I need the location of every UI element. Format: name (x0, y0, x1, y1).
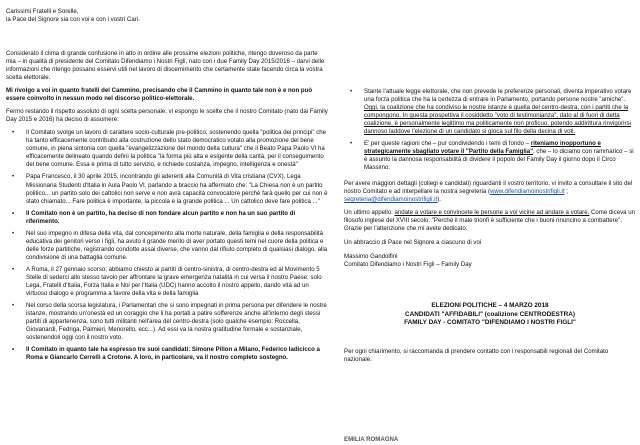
appeal-quote: Come diceva un filosofo inglese del XVIII secolo: "Perché il male trionfi è sufficiente che i buoni rinuncino a combattere". Grazie per l'attenzione che mi avete dedicato. (344, 209, 636, 233)
candidates-header (344, 302, 636, 328)
list-item: • Nel suo impegno in difesa della vita, dal concepimento alla morte naturale, della famiglia e della responsabilità educativa dei genitori verso i figli, ha avuto il grande merito di aver portato questi temi nel cuore della politica e delle forze partitiche, registrando condotte assai diverse, che vanno dal rifiuto completo di qualsiasi dialogo, alla condivisione di una battaglia comune. (26, 230, 328, 262)
right-column (344, 88, 636, 274)
committee-title: FAMILY DAY - COMITATO "DIFENDIAMO I NOSTRI FIGLI" (404, 319, 576, 327)
greeting-line-2: la Pace del Signore sia con voi e con i vostri Cari. (6, 16, 140, 24)
contact-text: Per avere maggiori dettagli (collegi e candidati) riguardanti il vostro territorio, vi invito a consultare il sito del nostro Comitato e ad interpellare la nostra segreteria ( (344, 180, 633, 196)
choices-intro: Fermo restando il rispetto assoluto di ogni scelta personale, vi espongo le scelte che il nostro Comitato (nato dai Family Day 2015 e 2016) ha deciso di assumere: (6, 108, 328, 124)
list-item: • A Roma, il 27 gennaio scorso, abbiamo chiesto ai partiti di centro-sinistra, di centro-destra ed al Movimento 5 Stelle di sederci allo stesso tavolo per affrontare la grave emergenza natalità in cui versa il nostro Paese: solo Lega, Fratelli d'Italia, Forza Italia e Noi per l'Italia (UDC) hanno accolto il nostro appello, dando vita ad un virtuoso dialogo e programma a favore della vita e della famiglia (26, 266, 328, 298)
vote-appeal: andate a votare e convincete le persone a voi vicine ad andare a votare. (394, 209, 590, 217)
choices-list (6, 129, 328, 362)
appeal-paragraph (344, 209, 636, 233)
election-title: ELEZIONI POLITICHE – 4 MARZO 2018 (431, 302, 549, 309)
candidates-subtitle: CANDIDATI "AFFIDABILI" (coalizione CENTRODESTRA) (405, 310, 575, 318)
left-column (6, 8, 328, 366)
reasons-text: E' per queste ragioni che – pur condividendo i temi di fondo – (364, 140, 531, 148)
signature-role: Comitato Difendiamo i Nostri Figli – Family Day (344, 260, 472, 268)
list-item (364, 88, 636, 136)
contact-paragraph (344, 180, 636, 204)
regional-notice: Per ogni chiarimento, si raccomanda di prendere contatto con i responsabili regionali del Comitato nazionale. (344, 348, 609, 364)
list-item: • Il Comitato svolge un lavoro di carattere socio-culturale pre-politico, sostenendo quella "politica dei principi" che ha tanto efficacemente contribuito alla costruzione dello stato democratico votato alla promozione del bene comune, in piena sintonia con quella "evangelizzazione del mondo della cultura" che il Beato Papa Paolo VI ha efficacemente delineato quando definì la politica "la forma più alta e esigente della carità, per il conseguimento del bene comune. Essa è prima di tutto servizio, e richiede costanza, impegno, intelligenza e onestà" (26, 129, 328, 169)
reasons-tail: , che – lo diciamo con rammarico – si è assunto la dannosa responsabilità di dividere il popolo del Family Day il giorno dopo il Circo Massimo. (364, 148, 634, 172)
contact-separator: ; (564, 188, 568, 196)
list-item: • Papa Francesco, il 30 aprile 2015, incontrando gli aderenti alla Comunità di Vita cristiana (CVX), Lega Missionaria Studenti d'Italia in Aula Paolo VI, parlando a braccio ha affermato che: "La Chiesa non è un partito politico... un partito solo dei cattolici non serve e non avrà capacità convocatore perché farà quello per cui non è stato chiamato... Fare politica è importante, la piccola e la grande politica ... Un cattolico deve fare politica ..." (26, 173, 328, 205)
website-link[interactable]: www.difendiamoinostrifigli.it (490, 188, 565, 196)
list-item: • Nel corso della scorsa legislatura, i Parlamentari che si sono impegnati in prima persona per difendere le nostre istanze, mostrando un'onestà ed un coraggio che li ha portati a patire sofferenze anche all'interno degli stessi partiti di appartenenza, sono tutti militanti nell'area del centro-destra (solo qualche esempio: Roccella, Giovanardi, Fedriga, Palmieri, Menorello, ecc...). Ad essi va la nostra gratitudine formale e sostanziale, sostenendoli oggi con il nostro voto. (26, 302, 328, 342)
email-link[interactable]: segreteria@difendiamoinostrifigli.it (344, 196, 438, 204)
intro-paragraph: Considerato il clima di grande confusione in atto in ordine alle prossime elezioni politiche, ritengo doveroso da parte mia – in qualità di presidente del Comitato Difendiamo i Nostri Figli, nato con i due Family Day 2015/2016 – darvi delle informazioni che ritengo possano esservi utili nel lavoro di discernimento che certamente state facendo circa la vostra scelta elettorale. (6, 50, 325, 82)
signature (344, 253, 636, 269)
contact-close: ). (437, 196, 441, 204)
electoral-points-list (344, 88, 636, 172)
electoral-law-text: Stante l'attuale legge elettorale, che non prevede le preferenze personali, diventa imperativo votare una forza politica che ha la certezza di entrare in Parlamento, portando persone nostre "amiche". (364, 88, 632, 104)
greeting (6, 8, 328, 24)
region-heading: EMILIA ROMAGNA (344, 436, 399, 443)
coalition-statement: Oggi, la coalizione che ha condiviso le nostre istanze è quella del centro-destra, con i partiti che la compongono. In questa prospettiva il cosiddetto "voto di testimonianza", dato al di fuori di detta coalizione, è personalmente legittimo ma politicamente non proficuo, potendo addirittura rinvigorirsi dannoso laddove l'elezione di un candidato si gioca sul filo della decina di voti. (364, 104, 631, 136)
party-warning: riteniamo inopportuno e strategicamente sbagliato votare il "Partito della Famiglia" (364, 140, 601, 156)
signature-name: Massimo Gandolfini (344, 252, 398, 260)
list-item: • Il Comitato non è un partito, ha deciso di non fondare alcun partito e non ha un suo partito di riferimento. (26, 210, 328, 226)
greeting-line-1: Carissimi Fratelli e Sorelle, (6, 8, 79, 15)
list-item (364, 140, 636, 172)
appeal-lead: Un ultimo appello: (344, 209, 395, 217)
cammino-statement: Mi rivolgo a voi in quanto fratelli del Cammino, precisando che il Cammino in quanto tale non è e non può essere coinvolto in nessun modo nel discorso politico-elettorale. (6, 87, 313, 103)
closing-line: Un abbraccio di Pace nel Signore a ciascuno di voi (344, 238, 482, 246)
list-item: • Il Comitato in quanto tale ha espresso tre suoi candidati: Simone Pillon a Milano, Federico Iadicicco a Roma e Giancarlo Cerrelli a Crotone. A loro, in particolare, va il nostro completo sostegno. (26, 346, 328, 362)
